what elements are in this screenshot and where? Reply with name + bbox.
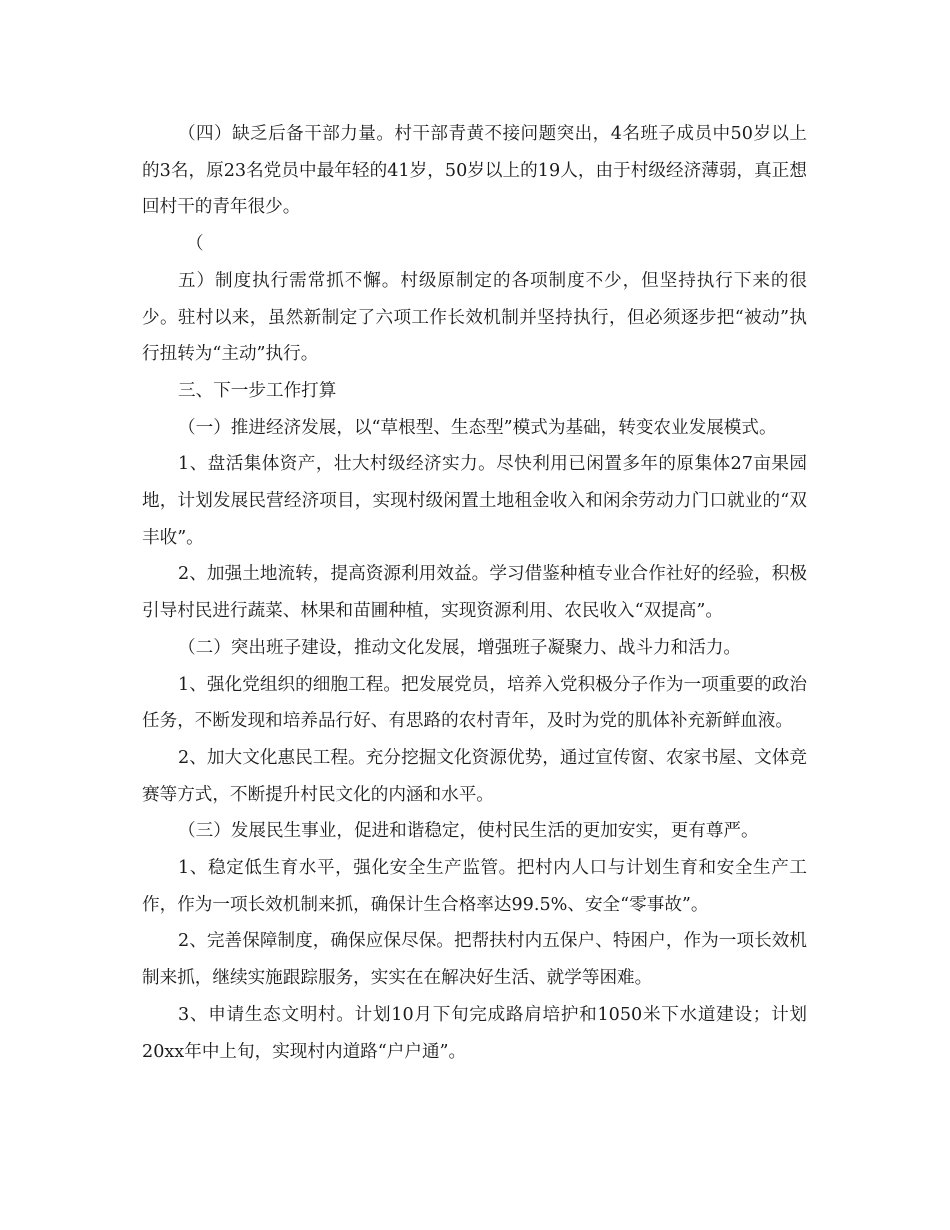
paragraph-collective-assets: 1、盘活集体资产，壮大村级经济实力。尽快利用已闲置多年的原集体27亩果园地，计划发展民营经济项目，实现村级闲置土地租金收入和闲余劳动力门口就业的“双丰收”。 [142,454,807,548]
paragraph-shortage-reserve-cadres: （四）缺乏后备干部力量。村干部青黄不接问题突出，4名班子成员中50岁以上的3名，原23名党员中最年轻的41岁，50岁以上的19人，由于村级经济薄弱，真正想回村干的青年很少。 [142,124,807,218]
document-body [142,116,807,1070]
paragraph-land-transfer: 2、加强土地流转，提高资源利用效益。学习借鉴种植专业合作社好的经验，积极引导村民进行蔬菜、林果和苗圃种植，实现资源利用、农民收入“双提高”。 [142,564,807,622]
paragraph-orphan-bracket: （ [186,234,204,255]
paragraph-team-building: （二）突出班子建设，推动文化发展，增强班子凝聚力、战斗力和活力。 [178,637,742,658]
paragraph-system-execution: 五）制度执行需常抓不懈。村级原制定的各项制度不少，但坚持执行下来的很少。驻村以来，虽然新制定了六项工作长效机制并坚持执行，但必须逐步把“被动”执行扭转为“主动”执行。 [142,270,807,365]
paragraph-birth-safety: 1、稳定低生育水平，强化安全生产监管。把村内人口与计划生育和安全生产工作，作为一项长效机制来抓，确保计生合格率达99.5%、安全“零事故”。 [142,858,807,915]
paragraph-party-cells: 1、强化党组织的细胞工程。把发展党员，培养入党积极分子作为一项重要的政治任务，不断发现和培养品行好、有思路的农村青年，及时为党的肌体补充新鲜血液。 [142,674,807,732]
paragraph-livelihood: （三）发展民生事业，促进和谐稳定，使村民生活的更加安实，更有尊严。 [178,821,759,842]
paragraph-security-system: 2、完善保障制度，确保应保尽保。把帮扶村内五保户、特困户，作为一项长效机制来抓，继续实施跟踪服务，实实在在解决好生活、就学等困难。 [142,931,807,989]
section-heading-next-steps: 三、下一步工作打算 [178,380,337,401]
paragraph-economic-development: （一）推进经济发展，以“草根型、生态型”模式为基础，转变农业发展模式。 [178,417,777,438]
paragraph-ecological-village: 3、申请生态文明村。计划10月下旬完成路肩培护和1050米下水道建设；计划20xx年中上旬，实现村内道路“户户通”。 [142,1004,807,1062]
paragraph-culture-project: 2、加大文化惠民工程。充分挖掘文化资源优势，通过宣传窗、农家书屋、文体竞赛等方式，不断提升村民文化的内涵和水平。 [142,747,807,805]
